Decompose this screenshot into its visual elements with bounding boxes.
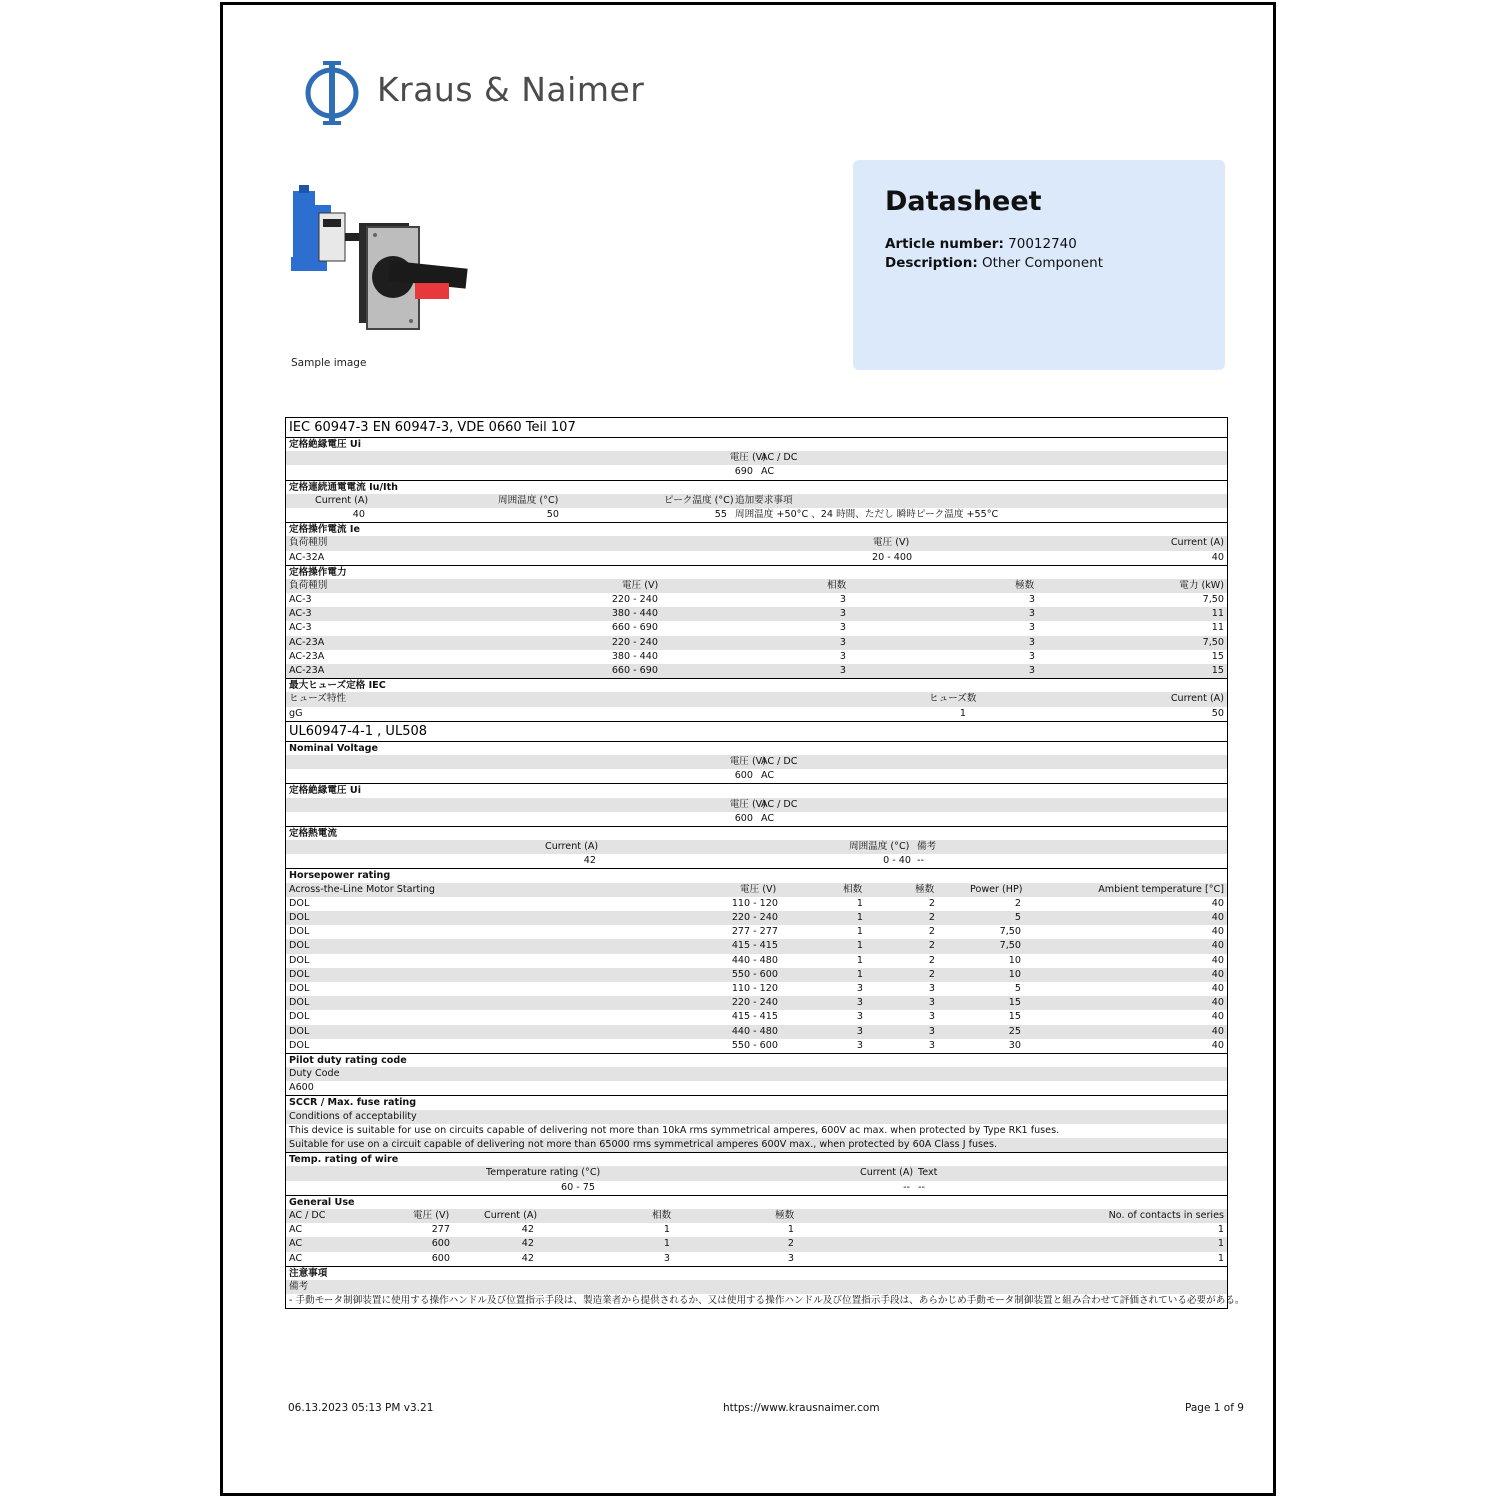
header-cell: 周囲温度 (°C)	[849, 841, 910, 853]
cell: 50	[546, 508, 559, 520]
table-header-row	[286, 1067, 1227, 1081]
cell: 440 - 480	[731, 1025, 778, 1037]
header-cell: 負荷種別	[289, 579, 328, 591]
cell: 11	[1211, 622, 1224, 634]
table-row	[286, 1025, 1227, 1039]
cell: 10	[1008, 968, 1021, 980]
cell: 40	[1211, 551, 1224, 563]
footer-url[interactable]: https://www.krausnaimer.com	[723, 1402, 880, 1414]
cell: 3	[1028, 665, 1035, 676]
cell: 1	[663, 1238, 670, 1250]
header-cell: Current (A)	[484, 1209, 538, 1221]
cell: 277	[431, 1224, 450, 1236]
cell: 42	[521, 1238, 534, 1250]
header-cell: 相数	[843, 883, 863, 895]
cell: 440 - 480	[731, 954, 778, 966]
cell: --	[918, 1181, 925, 1193]
cell: 220 - 240	[611, 594, 658, 606]
section-title	[286, 826, 1227, 840]
cell: 600	[734, 812, 753, 824]
cell: 415 - 415	[731, 940, 778, 952]
cell: DOL	[289, 997, 310, 1009]
table-row	[286, 812, 1227, 826]
header-cell: AC / DC	[289, 1209, 326, 1221]
article-number	[885, 236, 1077, 252]
table-row	[286, 982, 1227, 996]
cell: 10	[1008, 954, 1021, 966]
table-row	[286, 897, 1227, 911]
header-cell: 備考	[917, 841, 937, 853]
cell: 1	[856, 954, 863, 966]
cell: 55	[714, 508, 727, 520]
header-cell: 相数	[827, 579, 847, 591]
cell: 1	[1217, 1238, 1224, 1250]
cell: 1	[663, 1224, 670, 1236]
cell: AC	[761, 466, 775, 478]
cell: 110 - 120	[731, 982, 778, 994]
table-row	[286, 911, 1227, 925]
table-row	[286, 607, 1227, 621]
header-cell: 負荷種別	[289, 537, 328, 549]
article-value: 70012740	[1008, 236, 1077, 252]
footer-timestamp: 06.13.2023 05:13 PM v3.21	[288, 1402, 434, 1414]
section-title	[286, 678, 1227, 692]
table-row	[286, 1252, 1227, 1266]
cell: AC	[761, 770, 775, 782]
header-cell: 周囲温度 (°C)	[498, 494, 559, 506]
cell: 20 - 400	[872, 551, 913, 563]
cell: 220 - 240	[611, 636, 658, 648]
table-header-row	[286, 883, 1227, 897]
cell: 1	[856, 926, 863, 938]
cell: 60 - 75	[561, 1181, 595, 1193]
cell: 1	[856, 897, 863, 909]
section-title-text: 注意事項	[289, 1267, 328, 1279]
cell: 5	[1014, 982, 1021, 994]
iec-heading-text: IEC 60947-3 EN 60947-3, VDE 0660 Teil 107	[289, 420, 576, 435]
header-cell: ヒューズ数	[929, 693, 977, 705]
header-cell: Duty Code	[289, 1068, 340, 1080]
description-label: Description:	[885, 255, 978, 271]
header-cell: AC / DC	[761, 452, 798, 464]
section-title	[286, 1053, 1227, 1067]
table-row	[286, 996, 1227, 1010]
cell: 5	[1014, 912, 1021, 923]
section-title	[286, 1195, 1227, 1209]
header-cell: No. of contacts in series	[1108, 1209, 1224, 1221]
article-label: Article number:	[885, 236, 1004, 252]
cell: 40	[1211, 968, 1224, 980]
table-row	[286, 650, 1227, 664]
datasheet-title: Datasheet	[885, 186, 1042, 217]
description	[885, 255, 1103, 271]
section-title-text: Pilot duty rating code	[289, 1054, 407, 1066]
cell: 3	[928, 1011, 935, 1023]
cell: 3	[856, 982, 863, 994]
cell: 42	[521, 1224, 534, 1236]
header-cell: 電圧 (V)	[622, 579, 659, 591]
cell: AC-23A	[289, 650, 325, 662]
table-row	[286, 1081, 1227, 1095]
cell: 15	[1008, 997, 1021, 1009]
section-heading-ul	[286, 721, 1227, 741]
section-title	[286, 783, 1227, 797]
cell: 2	[928, 968, 935, 980]
cell: 周囲温度 +50°C 、24 時間、ただし 瞬時ピーク温度 +55°C	[735, 508, 999, 520]
table-row	[286, 769, 1227, 783]
cell: 40	[1211, 1025, 1224, 1037]
cell: 3	[856, 1011, 863, 1023]
product-image	[287, 183, 477, 333]
cell: 3	[787, 1252, 794, 1264]
section-title	[286, 565, 1227, 579]
cell: 2	[928, 912, 935, 923]
cell: 660 - 690	[611, 665, 658, 676]
cell: 3	[1028, 608, 1035, 620]
header-cell: Current (A)	[545, 841, 599, 853]
section-title	[286, 480, 1227, 494]
table-row	[286, 593, 1227, 607]
cell: AC-3	[289, 608, 312, 620]
section-title-text: 定格操作電力	[289, 566, 347, 578]
header-cell: Conditions of acceptability	[289, 1110, 417, 1122]
cell: - 手動モータ制御装置に使用する操作ハンドル及び位置指示手段は、製造業者から提供されるか、又は使用する操作ハンドル及び位置指示手段は、あらかじめ手動モータ制御装置と組み合わせて評価されている必要がある。	[289, 1295, 1245, 1307]
cell: 7,50	[999, 926, 1021, 938]
section-title	[286, 1095, 1227, 1109]
cell: 1	[856, 968, 863, 980]
description-value: Other Component	[982, 255, 1104, 271]
cell: 3	[1028, 636, 1035, 648]
header-cell: 電圧 (V)	[729, 798, 766, 810]
section-title	[286, 522, 1227, 536]
table-row	[286, 636, 1227, 650]
image-caption: Sample image	[291, 357, 367, 369]
section-title	[286, 1266, 1227, 1280]
cell: 2	[928, 897, 935, 909]
cell: 3	[856, 997, 863, 1009]
section-title	[286, 437, 1227, 451]
cell: 50	[1211, 707, 1224, 719]
table-row	[286, 1294, 1245, 1308]
cell: 1	[959, 707, 966, 719]
cell: 2	[787, 1238, 794, 1250]
cell: 220 - 240	[731, 912, 778, 923]
table-row	[286, 954, 1227, 968]
cell: AC-32A	[289, 551, 325, 563]
section-title-text: Horsepower rating	[289, 870, 391, 882]
cell: DOL	[289, 912, 310, 923]
section-title-text: Nominal Voltage	[289, 742, 379, 754]
cell: 1	[856, 912, 863, 923]
table-row	[286, 1223, 1227, 1237]
header-cell: Across-the-Line Motor Starting	[289, 883, 436, 895]
table-row	[286, 1039, 1227, 1053]
cell: 0 - 40	[883, 855, 911, 867]
cell: 40	[1211, 912, 1224, 923]
cell: 15	[1211, 650, 1224, 662]
cell: 380 - 440	[611, 650, 658, 662]
table-row	[286, 707, 1227, 721]
cell: 3	[1028, 622, 1035, 634]
cell: gG	[289, 707, 303, 719]
cell: This device is suitable for use on circuits capable of delivering not more than 10kA rms symmetrical amperes, 600V ac max. when protected by Type RK1 fuses.	[289, 1124, 1060, 1136]
cell: 3	[928, 1039, 935, 1051]
cell: 3	[928, 982, 935, 994]
cell: 550 - 600	[731, 1039, 778, 1051]
cell: 3	[1028, 650, 1035, 662]
cell: DOL	[289, 897, 310, 909]
table-row	[286, 551, 1227, 565]
brand-name: Kraus & Naimer	[377, 70, 645, 109]
cell: 110 - 120	[731, 897, 778, 909]
cell: A600	[289, 1082, 314, 1094]
section-title	[286, 868, 1227, 882]
cell: 2	[928, 926, 935, 938]
table-row	[286, 1237, 1227, 1251]
datasheet-page	[220, 2, 1276, 1496]
header-cell: Current (A)	[315, 494, 369, 506]
section-title	[286, 741, 1227, 755]
section-title-text: General Use	[289, 1196, 355, 1208]
cell: DOL	[289, 1025, 310, 1037]
cell: AC-23A	[289, 636, 325, 648]
cell: 1	[1217, 1224, 1224, 1236]
cell: 3	[928, 997, 935, 1009]
table-header-row	[286, 692, 1227, 706]
cell: 30	[1008, 1039, 1021, 1051]
header-cell: 電圧 (V)	[729, 755, 766, 767]
table-row	[286, 465, 1227, 479]
header-cell: Ambient temperature [°C]	[1098, 883, 1224, 895]
section-title-text: 定格絶縁電圧 Ui	[289, 439, 361, 450]
cell: DOL	[289, 926, 310, 938]
table-header-row	[286, 1110, 1227, 1124]
header-cell: 極数	[915, 883, 935, 895]
table-row	[286, 854, 1227, 868]
section-title	[286, 1152, 1227, 1166]
section-title-text: Temp. rating of wire	[289, 1154, 399, 1166]
cell: 550 - 600	[731, 968, 778, 980]
cell: 7,50	[999, 940, 1021, 952]
table-header-row	[286, 494, 1227, 508]
table-row	[286, 621, 1227, 635]
cell: Suitable for use on a circuit capable of delivering not more than 65000 rms symmetrical amperes 600V max., when protected by 60A Class J fuses.	[289, 1139, 997, 1150]
cell: 380 - 440	[611, 608, 658, 620]
cell: AC	[761, 812, 775, 824]
cell: 3	[928, 1025, 935, 1037]
cell: 3	[839, 622, 846, 634]
cell: 690	[734, 466, 753, 478]
header-cell: 備考	[289, 1280, 309, 1292]
cell: 40	[1211, 954, 1224, 966]
cell: AC	[289, 1252, 303, 1264]
hp-rows	[286, 897, 1227, 1053]
datasheet-info-box	[853, 160, 1225, 370]
ul-heading-text: UL60947-4-1 , UL508	[289, 723, 428, 739]
section-title-text: 定格操作電流 Ie	[289, 524, 360, 536]
cell: 600	[431, 1252, 450, 1264]
cell: DOL	[289, 1039, 310, 1051]
table-row	[286, 1138, 1227, 1152]
footer-page-number: Page 1 of 9	[1185, 1402, 1244, 1414]
cell: --	[903, 1181, 910, 1193]
cell: 600	[734, 770, 753, 782]
cell: 3	[856, 1039, 863, 1051]
table-header-row	[286, 536, 1227, 550]
cell: 40	[1211, 1039, 1224, 1051]
section-title-text: 定格熱電流	[289, 827, 337, 839]
cell: 40	[1211, 897, 1224, 909]
header-cell: Power (HP)	[970, 883, 1023, 895]
cell: 1	[1217, 1252, 1224, 1264]
cell: 40	[1211, 926, 1224, 938]
cell: 2	[928, 954, 935, 966]
table-row	[286, 1181, 1227, 1195]
cell: 2	[928, 940, 935, 952]
cell: 42	[583, 855, 596, 867]
cell: 3	[663, 1252, 670, 1264]
cell: 600	[431, 1238, 450, 1250]
cell: 3	[856, 1025, 863, 1037]
cell: 25	[1008, 1025, 1021, 1037]
header-cell: Current (A)	[1170, 693, 1224, 705]
header-cell: 電力 (kW)	[1179, 579, 1224, 591]
cell: DOL	[289, 982, 310, 994]
cell: 2	[1014, 897, 1021, 909]
cell: --	[917, 855, 924, 867]
cell: 11	[1211, 608, 1224, 620]
section-title-text: SCCR / Max. fuse rating	[289, 1097, 417, 1109]
header-cell: Current (A)	[860, 1167, 914, 1179]
table-row	[286, 968, 1227, 982]
table-header-row	[286, 451, 1227, 465]
cell: 3	[839, 636, 846, 648]
table-header-row	[286, 798, 1227, 812]
table-row	[286, 664, 1227, 678]
table-header-row	[286, 755, 1227, 769]
cell: 3	[839, 665, 846, 676]
phi-logo-icon	[303, 59, 361, 127]
header-cell: ヒューズ特性	[289, 693, 347, 705]
header-cell: 極数	[1015, 579, 1035, 591]
table-row	[286, 925, 1227, 939]
cell: AC-3	[289, 622, 312, 634]
section-title-text: 定格連続通電電流 Iu/Ith	[289, 481, 398, 493]
cell: AC-3	[289, 594, 312, 606]
cell: AC	[289, 1224, 303, 1236]
cell: 15	[1211, 665, 1224, 676]
cell: 3	[839, 650, 846, 662]
header-cell: 電圧 (V)	[740, 883, 777, 895]
header-cell: 電圧 (V)	[729, 452, 766, 464]
header-cell: Current (A)	[1170, 537, 1224, 549]
table-header-row	[286, 840, 1227, 854]
cell: 220 - 240	[731, 997, 778, 1009]
header-cell: AC / DC	[761, 755, 798, 767]
cell: 277 - 277	[731, 926, 778, 938]
cell: 15	[1008, 1011, 1021, 1023]
header-cell: 電圧 (V)	[873, 537, 910, 549]
table-header-row	[286, 1166, 1227, 1180]
cell: 3	[839, 594, 846, 606]
cell: DOL	[289, 940, 310, 952]
cell: 7,50	[1202, 636, 1224, 648]
header-cell: 極数	[775, 1209, 795, 1221]
cell: 42	[521, 1252, 534, 1264]
cell: 3	[839, 608, 846, 620]
header-cell: 電圧 (V)	[413, 1209, 450, 1221]
section-title-text: 最大ヒューズ定格 IEC	[289, 680, 386, 692]
table-header-row	[286, 1280, 1227, 1294]
cell: 415 - 415	[731, 1011, 778, 1023]
table-row	[286, 1124, 1227, 1138]
general-rows	[286, 1223, 1227, 1266]
table-header-row	[286, 1209, 1227, 1223]
specs-table	[285, 417, 1245, 1309]
cell: 1	[856, 940, 863, 952]
header-cell: Text	[918, 1167, 938, 1179]
cell: DOL	[289, 954, 310, 966]
cell: DOL	[289, 968, 310, 980]
header-cell: 追加要求事項	[735, 494, 793, 506]
cell: 40	[1211, 982, 1224, 994]
section-title-text: 定格絶縁電圧 Ui	[289, 785, 361, 797]
header-cell: Temperature rating (°C)	[486, 1167, 601, 1179]
cell: 3	[1028, 594, 1035, 606]
cell: 40	[352, 508, 365, 520]
power-rows	[286, 593, 1227, 678]
cell: 1	[787, 1224, 794, 1236]
table-row	[286, 508, 1227, 522]
header-cell: ピーク温度 (°C)	[664, 494, 734, 506]
cell: 40	[1211, 940, 1224, 952]
cell: 40	[1211, 1011, 1224, 1023]
cell: 7,50	[1202, 594, 1224, 606]
cell: 660 - 690	[611, 622, 658, 634]
section-heading-iec	[286, 418, 1227, 437]
header-cell: AC / DC	[761, 798, 798, 810]
cell: AC	[289, 1238, 303, 1250]
table-row	[286, 939, 1227, 953]
table-row	[286, 1010, 1227, 1024]
header-cell: 相数	[652, 1209, 672, 1221]
table-header-row	[286, 579, 1227, 593]
cell: 40	[1211, 997, 1224, 1009]
cell: AC-23A	[289, 665, 325, 676]
cell: DOL	[289, 1011, 310, 1023]
